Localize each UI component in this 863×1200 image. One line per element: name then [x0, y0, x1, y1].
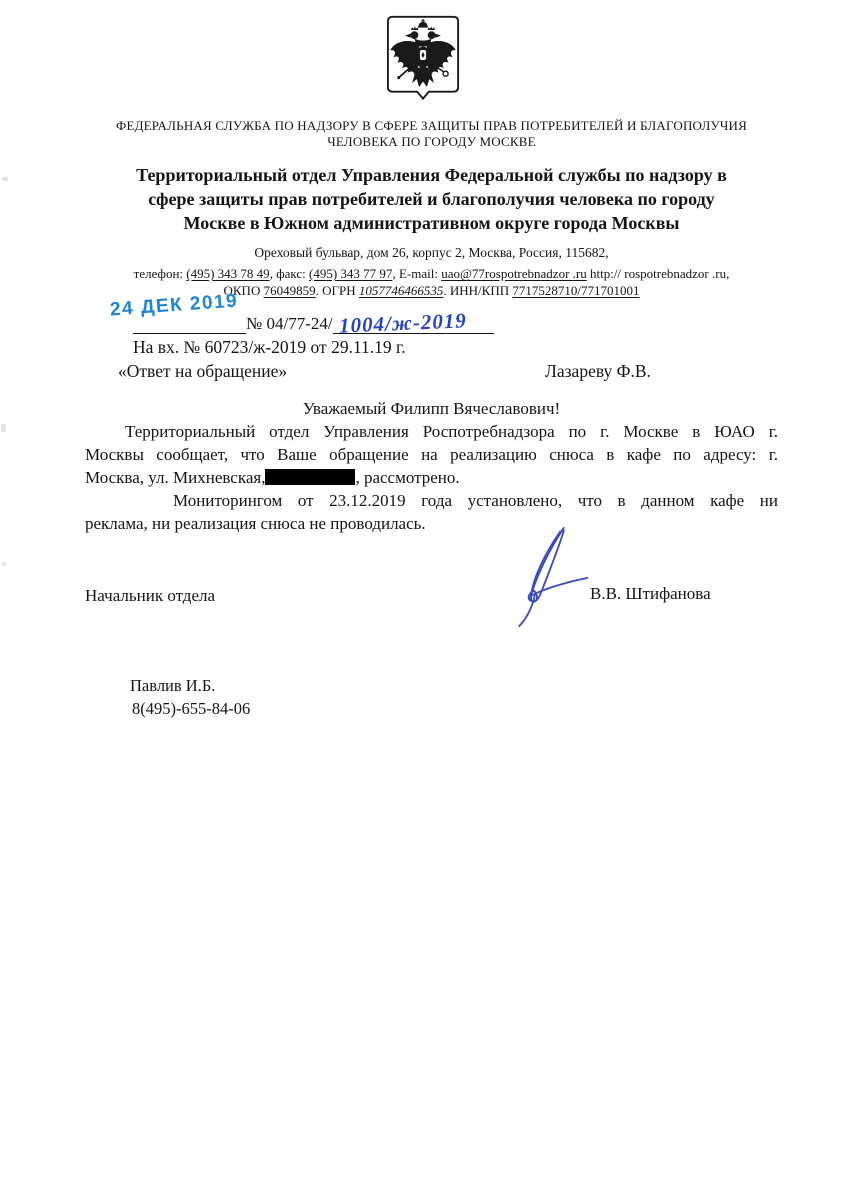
salutation: Уважаемый Филипп Вячеславович!	[302, 399, 561, 418]
body-text-before-redaction: Москва, ул. Михневская,	[85, 468, 266, 487]
department-title-line3: Москве в Южном административном округе города Москвы	[183, 213, 680, 233]
coat-of-arms-icon	[384, 14, 462, 110]
department-title-line1: Территориальный отдел Управления Федеральной службы по надзору в	[136, 165, 727, 185]
blank-underline	[333, 308, 494, 338]
body-line: Москвы сообщает, что Ваше обращение на реализацию снюса в кафе по адресу: г.	[85, 445, 778, 464]
phone-number: (495) 343 78 49	[186, 266, 270, 281]
scan-artifact	[2, 562, 6, 566]
contacts-line	[0, 266, 863, 282]
department-title-line2: сфере защиты прав потребителей и благополучия человека по городу	[148, 189, 715, 209]
redaction-box	[265, 469, 355, 485]
body-text-after-redaction: , рассмотрено.	[355, 468, 460, 487]
incoming-reference: На вх. № 60723/ж-2019 от 29.11.19 г.	[133, 337, 406, 357]
scan-artifact	[2, 177, 8, 181]
ogrn-label: . ОГРН	[315, 283, 359, 298]
ogrn-number: 1057746466535	[358, 283, 444, 298]
letter-body	[85, 420, 778, 535]
scan-artifact	[1, 424, 6, 432]
outgoing-number-prefix: № 04/77-24/	[246, 314, 333, 333]
innkpp-number: 7717528710/771701001	[512, 283, 640, 298]
body-line-with-redaction	[85, 466, 778, 489]
email-address: uao@77rospotrebnadzor .ru	[441, 266, 587, 281]
department-title	[0, 163, 863, 235]
body-line: реклама, ни реализация снюса не проводилась.	[85, 514, 426, 533]
agency-name-line1: ФЕДЕРАЛЬНАЯ СЛУЖБА ПО НАДЗОРУ В СФЕРЕ ЗАЩИТЫ ПРАВ ПОТРЕБИТЕЛЕЙ И БЛАГОПОЛУЧИЯ	[115, 118, 748, 133]
blank-underline	[133, 315, 246, 334]
fax-label: , факс:	[269, 266, 310, 281]
registry-codes-line	[0, 283, 863, 299]
fax-number: (495) 343 77 97	[309, 266, 393, 281]
okpo-label: ОКПО	[223, 283, 264, 298]
okpo-number: 76049859	[263, 283, 316, 298]
innkpp-label: . ИНН/КПП	[443, 283, 513, 298]
signer-name: В.В. Штифанова	[590, 584, 711, 603]
handwritten-number: 1004/ж-2019	[338, 308, 467, 338]
postal-address: Ореховый бульвар, дом 26, корпус 2, Москва, Россия, 115682,	[254, 245, 609, 260]
executor-phone: 8(495)-655-84-06	[132, 699, 251, 718]
website-url: http:// rospotrebnadzor .ru,	[586, 266, 730, 281]
executor-name: Павлив И.Б.	[130, 676, 216, 695]
body-line: Территориальный отдел Управления Роспотребнадзора по г. Москве в ЮАО г.	[125, 422, 778, 441]
subject-line: «Ответ на обращение»	[118, 361, 288, 381]
addressee-name: Лазареву Ф.В.	[545, 361, 651, 381]
date-stamp: 24 ДЕК 2019	[109, 290, 239, 321]
outgoing-number-line	[133, 308, 494, 338]
email-label: , E-mail:	[392, 266, 442, 281]
phone-label: телефон:	[133, 266, 187, 281]
signature-stroke	[492, 524, 592, 629]
signer-position-title: Начальник отдела	[85, 586, 216, 605]
agency-name-line2: ЧЕЛОВЕКА ПО ГОРОДУ МОСКВЕ	[327, 134, 536, 149]
agency-name	[0, 118, 863, 150]
body-line: Мониторингом от 23.12.2019 года установлено, что в данном кафе ни	[173, 491, 778, 510]
